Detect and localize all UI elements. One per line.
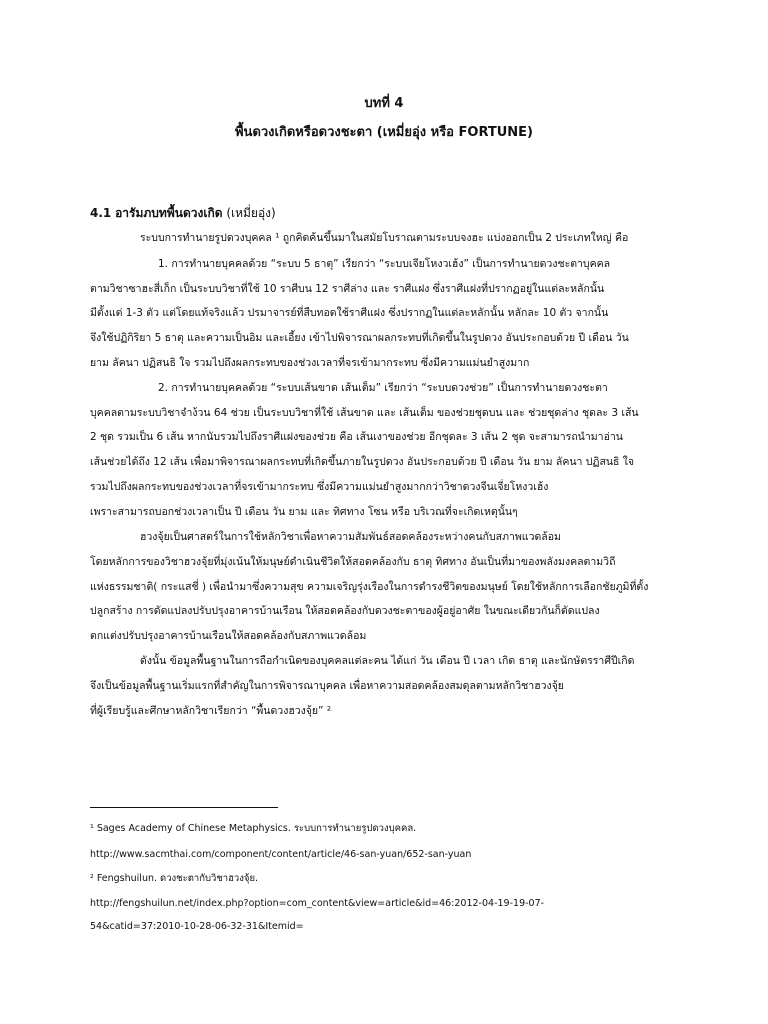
body-line: ตกแต่งปรับปรุงอาคารบ้านเรือนให้สอดคล้องกับสภาพแวดล้อม (90, 630, 367, 642)
section-subtitle: (เหมี่ยอุ่ง) (226, 206, 276, 220)
body-line: ยาม ลัคนา ปฏิสนธิ ใจ รวมไปถึงผลกระทบของช่วงเวลาที่จรเข้ามากระทบ ซึ่งมีความแม่นยำสูงมาก (90, 357, 530, 369)
body-line: 2 ชุด รวมเป็น 6 เส้น หากนับรวมไปถึงราศีแฝงของช่วย คือ เส้นเงาของช่วย อีกชุดละ 3 เส้น 2 ชุด จะสามารถนำมาอ่าน (90, 431, 623, 443)
footnote-1-link[interactable]: http://www.sacmthai.com/component/content/article/46-san-yuan/652-san-yuan (90, 849, 472, 860)
body-line: เส้นช่วยได้ถึง 12 เส้น เพื่อมาพิจารณาผลกระทบที่เกิดขึ้นภายในรูปดวง อันประกอบด้วย ปี เดือน วัน ยาม ลัคนา ปฏิสนธิ ใจ (90, 456, 635, 468)
body-line: ดังนั้น ข้อมูลพื้นฐานในการถือกำเนิดของบุคคลแต่ละคน ได้แก่ วัน เดือน ปี เวลา เกิด ธาตุ และนักษัตรราศีปีเกิด (140, 655, 635, 667)
footnote-divider (90, 807, 278, 808)
body-line: แห่งธรรมชาติ( กระแสชี่ ) เพื่อนำมาซึ่งความสุข ความเจริญรุ่งเรืองในการดำรงชีวิตของมนุษย์ โดยใช้หลักการเลือกชัยภูมิที่ตั้ง (90, 581, 649, 593)
section-heading (90, 204, 276, 223)
body-line: รวมไปถึงผลกระทบของช่วงเวลาที่จรเข้ามากระทบ ซึ่งมีความแม่นยำสูงมากกว่าวิชาดวงจีนเจี่ยโหงวเฮ้ง (90, 481, 549, 493)
footnote-1: ¹ Sages Academy of Chinese Metaphysics. ระบบการทำนายรูปดวงบุคคล. (90, 823, 417, 834)
footnote-2-link[interactable]: http://fengshuilun.net/index.php?option=com_content&view=article&id=46:2012-04-19-19-07- (90, 898, 545, 909)
body-line: โดยหลักการของวิชาฮวงจุ้ยที่มุ่งเน้นให้มนุษย์ดำเนินชีวิตให้สอดคล้องกับ ธาตุ ทิศทาง อันเป็นที่มาของพลังมงคลตามวิถี (90, 556, 616, 568)
body-line: บุคคลตามระบบวิชาจำง้วน 64 ช่วย เป็นระบบวิชาที่ใช้ เส้นขาด และ เส้นเต็ม ของช่วยชุดบน และ ช่วยชุดล่าง ชุดละ 3 เส้น (90, 407, 639, 419)
chapter-number: บทที่ 4 (364, 96, 404, 111)
body-line: จึงเป็นข้อมูลพื้นฐานเริ่มแรกที่สำคัญในการพิจารณาบุคคล เพื่อหาความสอดคล้องสมดุลตามหลักวิชาฮวงจุ้ย (90, 680, 564, 692)
body-line: มีตั้งแต่ 1-3 ตัว แต่โดยแท้จริงแล้ว ปรมาจารย์ที่สืบทอดใช้ราศีแฝง ซึ่งปรากฏในแต่ละหลักนั้น หลักละ 10 ตัว จากนั้น (90, 307, 609, 319)
body-line: 1. การทำนายบุคคลด้วย “ระบบ 5 ธาตุ” เรียกว่า “ระบบเจียโหงวเฮ้ง” เป็นการทำนายดวงชะตาบุคคล (158, 258, 611, 270)
body-line: 2. การทำนายบุคคลด้วย “ระบบเส้นขาด เส้นเต็ม” เรียกว่า “ระบบดวงช่วย” เป็นการทำนายดวงชะตา (158, 382, 608, 394)
section-number: 4.1 (90, 206, 112, 220)
body-line: ฮวงจุ้ยเป็นศาสตร์ในการใช้หลักวิชาเพื่อหาความสัมพันธ์สอดคล้องระหว่างคนกับสภาพแวดล้อม (140, 531, 561, 543)
body-line: จึงใช้ปฏิกิริยา 5 ธาตุ และความเป็นอิม และเอี้ยง เข้าไปพิจารณาผลกระทบที่เกิดขึ้นในรูปดวง อันประกอบด้วย ปี เดือน วัน (90, 332, 629, 344)
chapter-title: พื้นดวงเกิดหรือดวงชะตา (เหมี่ยอุ่ง หรือ FORTUNE) (234, 125, 534, 140)
body-line: ระบบการทำนายรูปดวงบุคคล ¹ ถูกคิดค้นขึ้นมาในสมัยโบราณตามระบบจงฮะ แบ่งออกเป็น 2 ประเภทใหญ่ คือ (140, 232, 629, 244)
body-line: ตามวิชาซาฮะสี่เก็ก เป็นระบบวิชาที่ใช้ 10 ราศีบน 12 ราศีล่าง และ ราศีแฝง ซึ่งราศีแฝงที่ปรากฏอยู่ในแต่ละหลักนั้น (90, 283, 605, 295)
body-line: ที่ผู้เรียบรู้และศึกษาหลักวิชาเรียกว่า “พื้นดวงฮวงจุ้ย” ² (90, 705, 332, 717)
section-title: อารัมภบทพื้นดวงเกิด (115, 206, 223, 220)
body-line: ปลูกสร้าง การดัดแปลงปรับปรุงอาคารบ้านเรือน ให้สอดคล้องกับดวงชะตาของผู้อยู่อาศัย ในขณะเดียวกันก็ดัดแปลง (90, 605, 600, 617)
body-line: เพราะสามารถบอกช่วงเวลาเป็น ปี เดือน วัน ยาม และ ทิศทาง โซน หรือ บริเวณที่จะเกิดเหตุนั้นๆ (90, 506, 518, 518)
footnote-2-link-continued[interactable]: 54&catid=37:2010-10-28-06-32-31&Itemid= (90, 921, 304, 932)
footnote-2: ² Fengshuilun. ดวงชะตากับวิชาฮวงจุ้ย. (90, 873, 259, 884)
